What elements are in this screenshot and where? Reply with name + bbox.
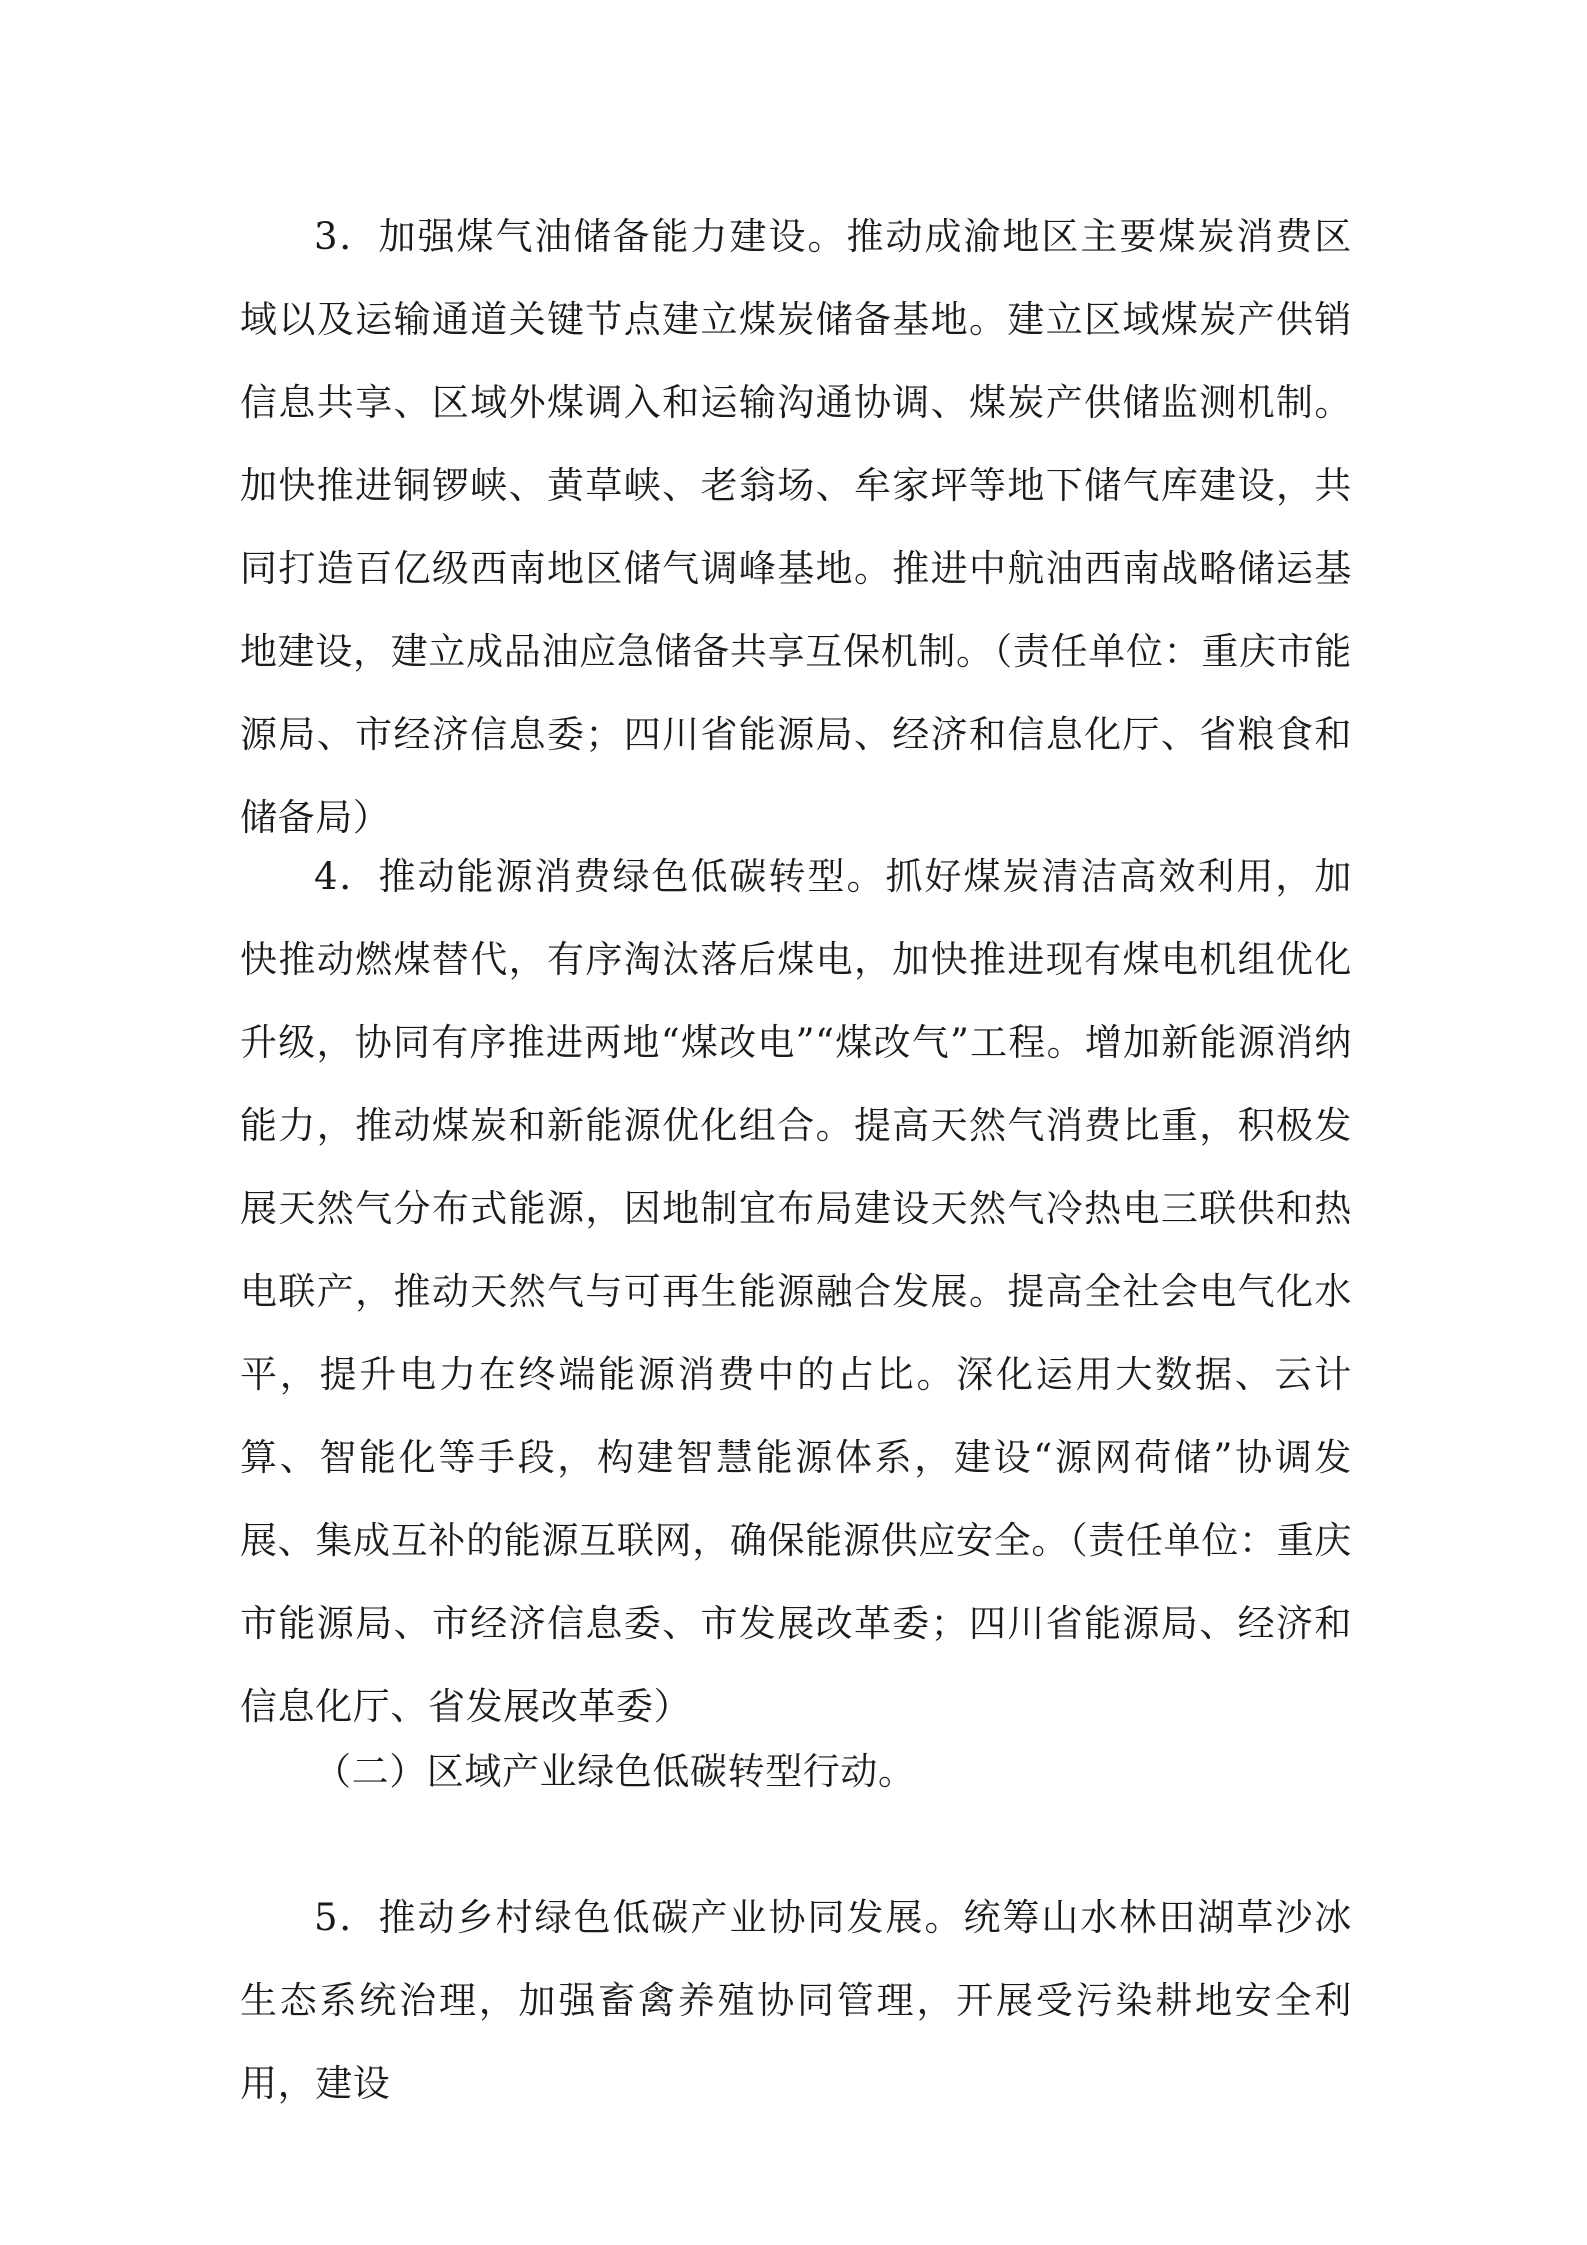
paragraph-coal-gas-oil-reserve: 3．加强煤气油储备能力建设。推动成渝地区主要煤炭消费区域以及运输通道关键节点建立煤炭储备基地。建立区域煤炭产供销信息共享、区域外煤调入和运输沟通协调、煤炭产供储监测机制。加快推进铜锣峡、黄草峡、老翁场、牟家坪等地下储气库建设，共同打造百亿级西南地区储气调峰基地。推进中航油西南战略储运基地建设，建立成品油应急储备共享互保机制。（责任单位：重庆市能源局、市经济信息委；四川省能源局、经济和信息化厅、省粮食和储备局）: [240, 215, 1352, 839]
section-heading-industry-transition: （二）区域产业绿色低碳转型行动。: [314, 1750, 916, 1793]
paragraph-energy-consumption-transition: 4．推动能源消费绿色低碳转型。抓好煤炭清洁高效利用，加快推动燃煤替代，有序淘汰落后煤电，加快推进现有煤电机组优化升级，协同有序推进两地“煤改电”“煤改气”工程。增加新能源消纳能力，推动煤炭和新能源优化组合。提高天然气消费比重，积极发展天然气分布式能源，因地制宜布局建设天然气冷热电三联供和热电联产，推动天然气与可再生能源融合发展。提高全社会电气化水平，提升电力在终端能源消费中的占比。深化运用大数据、云计算、智能化等手段，构建智慧能源体系，建设“源网荷储”协调发展、集成互补的能源互联网，确保能源供应安全。（责任单位：重庆市能源局、市经济信息委、市发展改革委；四川省能源局、经济和信息化厅、省发展改革委）: [240, 855, 1352, 1728]
paragraph-rural-low-carbon-industry: 5．推动乡村绿色低碳产业协同发展。统筹山水林田湖草沙冰生态系统治理，加强畜禽养殖协同管理，开展受污染耕地安全利用，建设: [240, 1896, 1352, 2105]
